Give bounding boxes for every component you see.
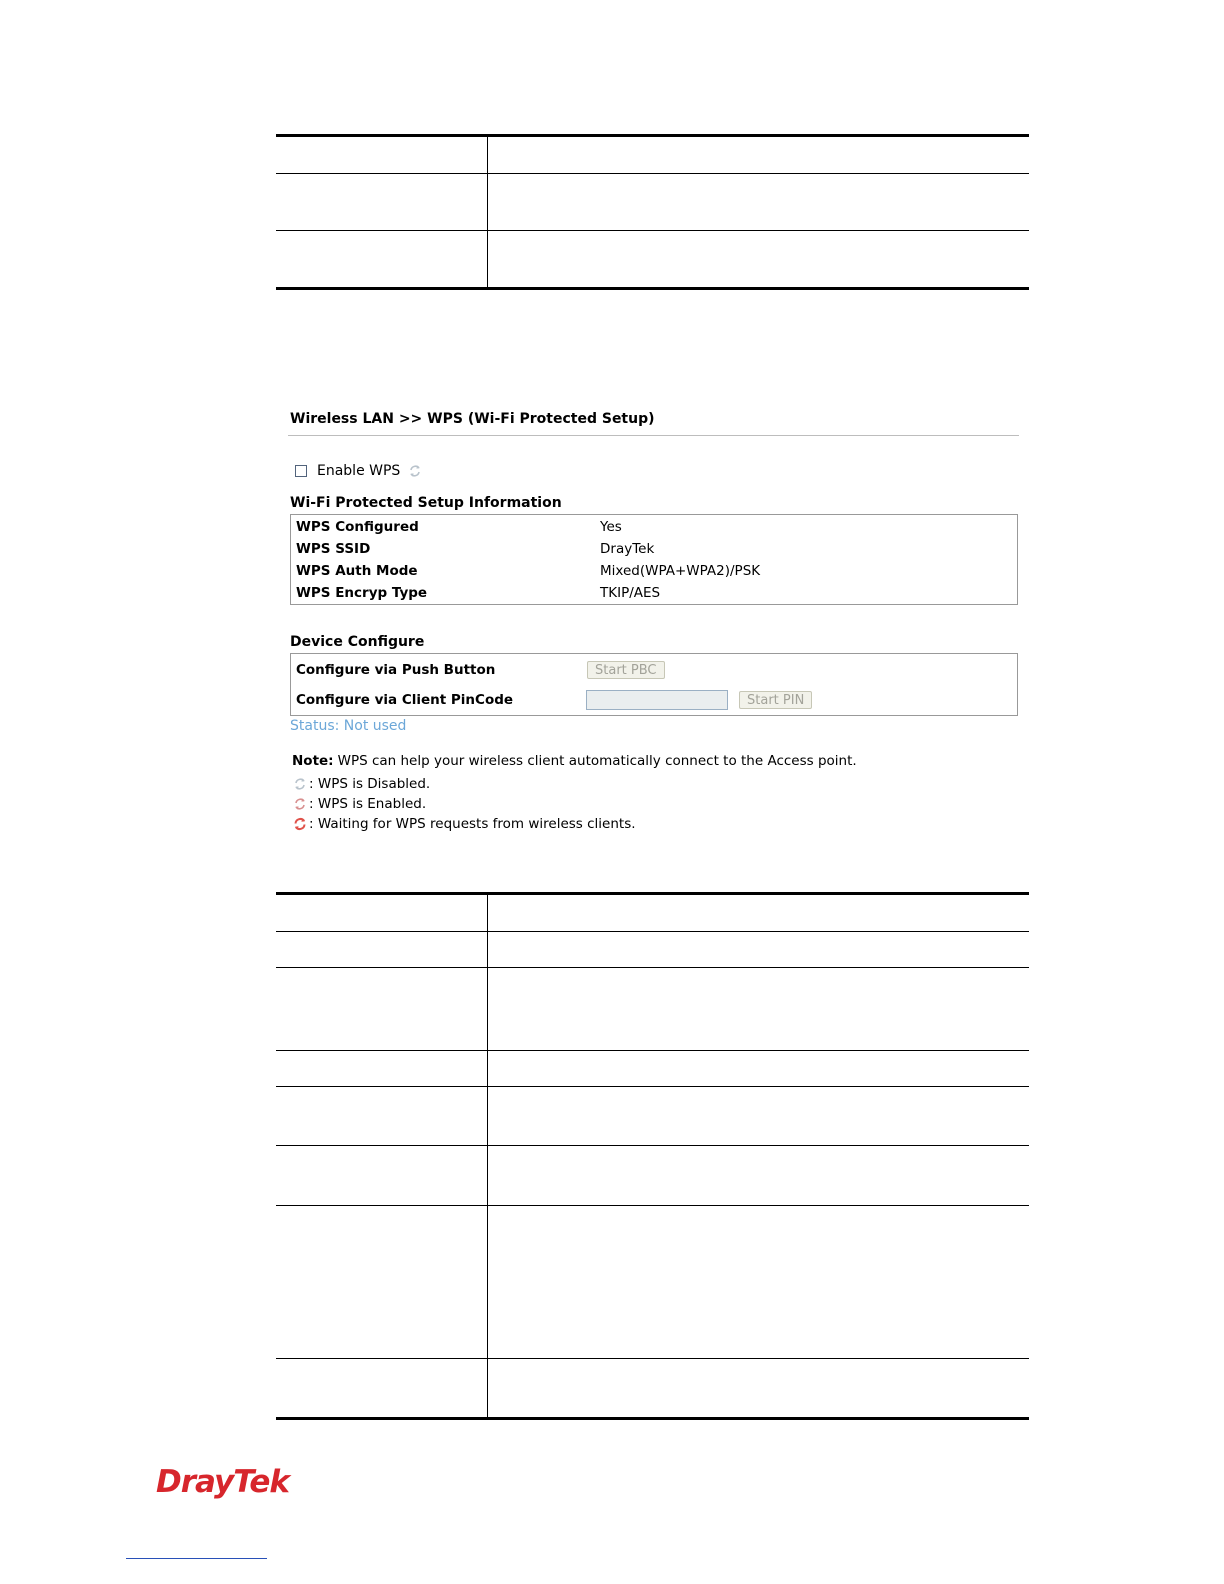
table-row: [276, 895, 1029, 932]
push-button-label: Configure via Push Button: [296, 662, 496, 678]
table-row: [276, 932, 1029, 968]
page-title: Wireless LAN >> WPS (Wi-Fi Protected Setup): [290, 411, 655, 427]
info-section-title: Wi-Fi Protected Setup Information: [290, 495, 562, 511]
draytek-logo: DrayTek: [156, 1464, 289, 1500]
table-row: [276, 1206, 1029, 1359]
wps-disabled-icon: [293, 777, 307, 791]
legend-text: : WPS is Disabled.: [309, 776, 431, 792]
wps-waiting-icon: [293, 817, 307, 831]
info-label: WPS SSID: [296, 541, 371, 557]
title-divider: [288, 435, 1019, 436]
pincode-label: Configure via Client PinCode: [296, 692, 514, 708]
bottom-description-table: [276, 892, 1029, 1420]
info-value: Yes: [600, 519, 622, 535]
start-pin-button[interactable]: Start PIN: [739, 691, 812, 709]
table-row: [276, 1087, 1029, 1146]
table-row: [276, 968, 1029, 1051]
legend-text: : Waiting for WPS requests from wireless clients.: [309, 816, 636, 832]
note: [292, 753, 857, 769]
table-row: [296, 560, 1016, 582]
legend-text: : WPS is Enabled.: [309, 796, 427, 812]
table-row: [296, 516, 1016, 538]
table-row: [276, 1146, 1029, 1206]
table-row: [296, 582, 1016, 604]
device-box: [290, 653, 1018, 716]
table-row: [276, 1051, 1029, 1087]
enable-wps-row: [295, 463, 422, 479]
info-value: DrayTek: [600, 541, 655, 557]
note-prefix: Note:: [292, 753, 334, 769]
table-row: [276, 231, 1029, 287]
note-text: WPS can help your wireless client automatically connect to the Access point.: [337, 753, 857, 769]
wps-disabled-icon: [408, 464, 422, 478]
legend-item: [293, 816, 636, 832]
pincode-input[interactable]: [586, 690, 728, 710]
info-value: TKIP/AES: [600, 585, 661, 601]
footer-rule: [126, 1558, 267, 1559]
info-label: WPS Auth Mode: [296, 563, 418, 579]
table-row: [296, 538, 1016, 560]
status-text: Status: Not used: [290, 718, 407, 734]
table-row: [276, 137, 1029, 174]
wps-enabled-icon: [293, 797, 307, 811]
legend-item: [293, 776, 430, 792]
top-description-table: [276, 134, 1029, 290]
info-box: [290, 514, 1018, 605]
info-label: WPS Configured: [296, 519, 419, 535]
enable-wps-checkbox[interactable]: [295, 465, 307, 477]
table-row: [276, 1359, 1029, 1417]
info-label: WPS Encryp Type: [296, 585, 428, 601]
legend-item: [293, 796, 426, 812]
start-pbc-button[interactable]: Start PBC: [587, 661, 665, 679]
info-value: Mixed(WPA+WPA2)/PSK: [600, 563, 761, 579]
enable-wps-label: Enable WPS: [317, 463, 401, 479]
device-section-title: Device Configure: [290, 634, 425, 650]
table-row: [276, 174, 1029, 231]
